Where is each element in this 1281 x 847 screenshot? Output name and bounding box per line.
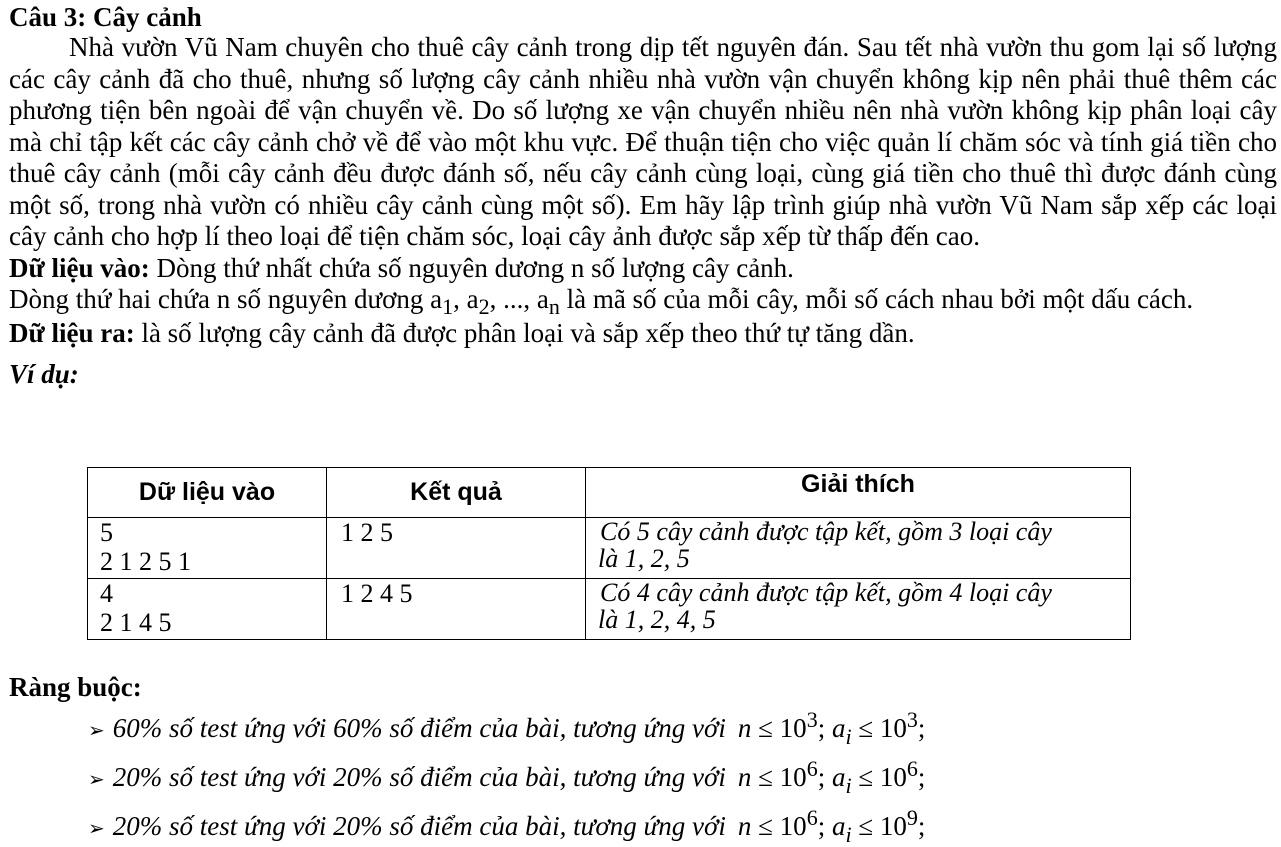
sep-2: , ..., a: [489, 284, 549, 314]
input-n: 5: [100, 518, 113, 547]
output-label: Dữ liệu ra:: [9, 317, 135, 348]
input-label: Dữ liệu vào:: [9, 252, 150, 283]
problem-title: Câu 3: Cây cảnh: [9, 2, 202, 32]
input-values: 2 1 2 5 1: [100, 547, 191, 576]
output-values: 1 2 5: [341, 518, 393, 547]
constraint-text: 60% số test ứng với 60% số điểm của bài, tương ứng với: [112, 713, 726, 743]
input-spec-line1: [9, 253, 1277, 285]
arrowhead-bullet-icon: ➢: [88, 818, 105, 840]
constraint-text: 20% số test ứng với 20% số điểm của bài, tương ứng với: [112, 762, 726, 792]
output-spec: [9, 318, 1277, 350]
sub-1: 1: [442, 294, 454, 319]
sep-1: , a: [453, 284, 479, 314]
example-label: Ví dụ:: [9, 359, 79, 389]
input-spec-line2: [9, 284, 1277, 319]
sub-n: n: [548, 294, 560, 319]
input-line2-b: là mã số của mỗi cây, mỗi số cách nhau bởi một dấu cách.: [559, 284, 1194, 314]
constraint-text: 20% số test ứng với 20% số điểm của bài, tương ứng với: [112, 811, 726, 841]
arrowhead-bullet-icon: ➢: [88, 720, 105, 742]
input-n: 4: [100, 579, 113, 608]
cell-output: [327, 518, 586, 579]
explanation-line2: là 1, 2, 5: [598, 544, 690, 573]
cell-explanation: [586, 518, 1131, 579]
constraint-math: $n \le 10^6$; $a_i \le 10^9$;: [737, 805, 926, 847]
table-header-row: [88, 468, 1131, 518]
cell-input: [88, 579, 327, 640]
input-values: 2 1 4 5: [100, 608, 172, 637]
document: [9, 0, 1277, 391]
example-table: [87, 467, 1131, 640]
constraint-item: [88, 756, 926, 798]
table-row: [88, 579, 1131, 640]
output-text: là số lượng cây cảnh đã được phân loại và sắp xếp theo thứ tự tăng dần.: [134, 317, 915, 348]
arrowhead-bullet-icon: ➢: [88, 769, 105, 791]
explanation-line1: Có 5 cây cảnh được tập kết, gồm 3 loại cây: [600, 517, 1052, 546]
table-row: [88, 518, 1131, 579]
constraints-label: Ràng buộc:: [9, 672, 142, 702]
constraint-item: [88, 805, 926, 847]
problem-statement: Nhà vườn Vũ Nam chuyên cho thuê cây cảnh trong dịp tết nguyên đán. Sau tết nhà vườn thu gom lại số lượng các cây cảnh đã cho thuê, nhưng số lượng cây cảnh nhiều nhà vườn vận chuyển không kịp nên phải thuê thêm các phương tiện bên ngoài để vận chuyển về. Do số lượng xe vận chuyển nhiều nên nhà vườn không kịp phân loại cây mà chỉ tập kết các cây cảnh chở về để vào một khu vực. Để thuận tiện cho việc quản lí chăm sóc và tính giá tiền cho thuê cây cảnh (mỗi cây cảnh đều được đánh số, nếu cây cảnh cùng loại, cùng giá tiền cho thuê thì được đánh cùng một số, trong nhà vườn có nhiều cây cảnh cùng một số). Em hãy lập trình giúp nhà vườn Vũ Nam sắp xếp các loại cây cảnh cho hợp lí theo loại để tiện chăm sóc, loại cây ảnh được sắp xếp từ thấp đến cao.: [9, 32, 1277, 251]
cell-output: [327, 579, 586, 640]
constraint-item: [88, 707, 926, 749]
cell-input: [88, 518, 327, 579]
header-explanation: Giải thích: [586, 468, 1131, 518]
constraint-math: $n \le 10^6$; $a_i \le 10^6$;: [737, 756, 926, 798]
explanation-line2: là 1, 2, 4, 5: [598, 605, 716, 634]
header-output: Kết quả: [327, 468, 586, 518]
output-values: 1 2 4 5: [341, 579, 413, 608]
cell-explanation: [586, 579, 1131, 640]
input-line2-a: Dòng thứ hai chứa n số nguyên dương a: [9, 284, 443, 314]
input-line1: Dòng thứ nhất chứa số nguyên dương n số lượng cây cảnh.: [149, 252, 794, 283]
explanation-line1: Có 4 cây cảnh được tập kết, gồm 4 loại cây: [600, 578, 1052, 607]
sub-2: 2: [478, 294, 490, 319]
constraint-math: $n \le 10^3$; $a_i \le 10^3$;: [737, 707, 926, 749]
header-input: Dữ liệu vào: [88, 468, 327, 518]
